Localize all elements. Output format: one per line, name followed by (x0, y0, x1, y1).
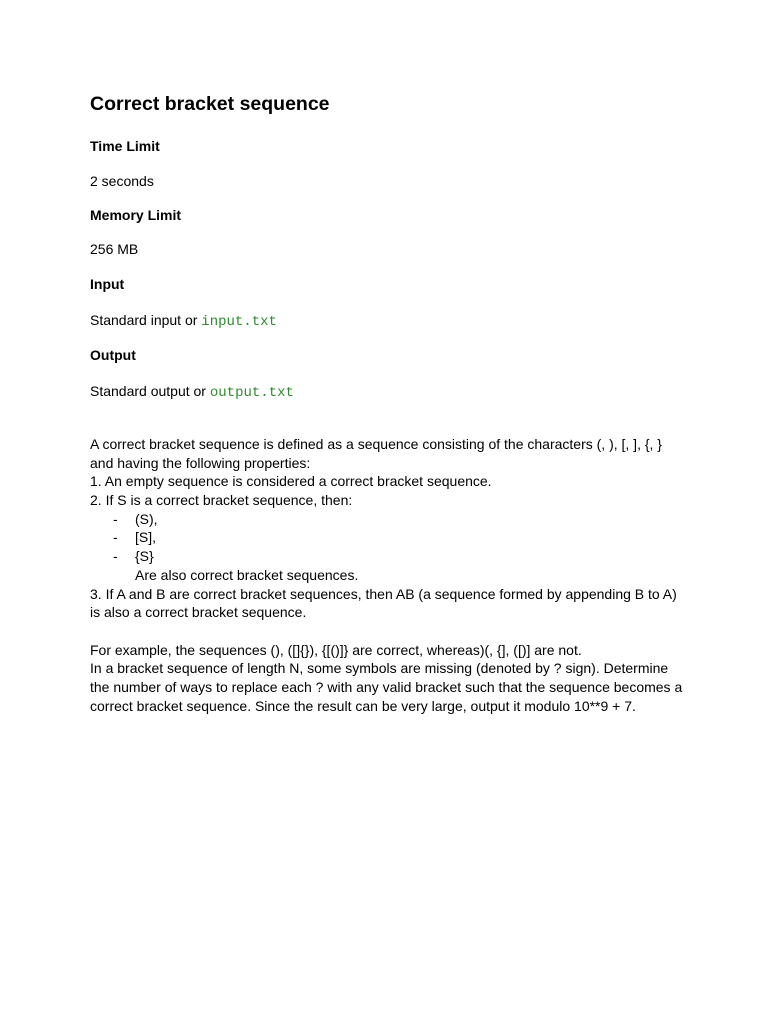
output-filename: output.txt (209, 385, 294, 401)
rule-3: 3. If A and B are correct bracket sequences, then AB (a sequence formed by appending B to A) (90, 585, 677, 602)
task-line: In a bracket sequence of length N, some symbols are missing (denoted by ? sign). Determine (90, 660, 669, 677)
list-item (90, 528, 690, 547)
list-item (90, 510, 690, 529)
bullet-text: [S], (135, 529, 157, 546)
statement-intro-line: and having the following properties: (90, 454, 311, 471)
example-line: For example, the sequences (), ([]{}), {[()]} are correct, whereas)(, {], ([)] are not. (90, 641, 582, 658)
rule-2: 2. If S is a correct bracket sequence, then: (90, 492, 353, 509)
rule-3-continued: is also a correct bracket sequence. (90, 604, 307, 621)
memory-limit-value: 256 MB (90, 241, 139, 257)
bullet-text: (S), (135, 510, 158, 527)
output-text: Standard output or (90, 383, 210, 399)
list-item (90, 547, 690, 566)
time-limit-label: Time Limit (90, 138, 160, 154)
rule-1: 1. An empty sequence is considered a correct bracket sequence. (90, 473, 492, 490)
memory-limit-label: Memory Limit (90, 207, 182, 223)
paragraph-gap (90, 622, 690, 641)
bullet-dash: - (113, 548, 118, 565)
problem-statement (90, 435, 690, 715)
time-limit-value: 2 seconds (90, 173, 154, 189)
task-line: correct bracket sequence. Since the result can be very large, output it modulo 10**9 + 7. (90, 697, 636, 714)
input-label: Input (90, 276, 125, 292)
input-text: Standard input or (90, 312, 202, 328)
page-title: Correct bracket sequence (90, 93, 330, 115)
task-line: the number of ways to replace each ? with any valid bracket such that the sequence becomes a (90, 678, 683, 695)
statement-intro-line: A correct bracket sequence is defined as a sequence consisting of the characters (, ), [, ], {, } (90, 436, 662, 452)
bullet-dash: - (113, 529, 118, 546)
input-filename: input.txt (201, 314, 277, 330)
output-label: Output (90, 347, 136, 363)
rule-2-tail: Are also correct bracket sequences. (135, 566, 359, 583)
bullet-text: {S} (135, 548, 154, 565)
output-description (90, 382, 294, 402)
bullet-dash: - (113, 510, 118, 527)
input-description (90, 311, 277, 331)
